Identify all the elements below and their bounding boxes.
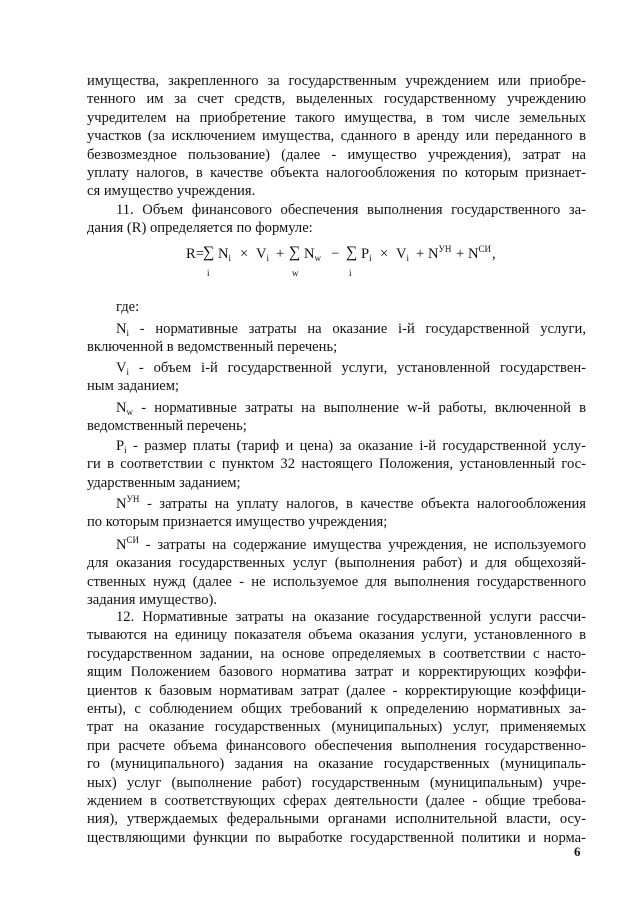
plus-symbol: + <box>456 246 465 262</box>
text-line: 12. Нормативные затраты на оказание государственной услуги рассчи- <box>116 609 586 625</box>
definition-symbol: $N_w$ <box>116 400 134 417</box>
text-line: ственных нужд (далее - не используемое для выполнения государственного <box>87 573 586 590</box>
formula-comma: , <box>492 246 496 262</box>
formula-term: $V_i$ <box>256 246 270 263</box>
definition-item <box>87 359 586 396</box>
plus-symbol: + <box>416 246 425 262</box>
text-line: государственном задании, на основе определяемых в соответствии с насто- <box>87 645 586 662</box>
text-line: ведомственный перечень; <box>87 418 247 435</box>
formula-lhs: R= <box>186 246 204 262</box>
sum-index: w <box>292 268 299 278</box>
text-line: $N_w$ - нормативные затраты на выполнение w-й работы, включенной в <box>116 400 586 417</box>
text-line: ния), утверждаемых федеральными органами исполнительной власти, осу- <box>87 811 586 828</box>
text-line: задания имущество). <box>87 592 217 609</box>
times-symbol: × <box>240 246 249 262</box>
text-line: 11. Объем финансового обеспечения выполнения государственного за- <box>116 202 586 218</box>
definition-symbol: $N_i$ <box>116 321 130 338</box>
text-line: енты), с соблюдением общих требований к определению нормативных за- <box>87 700 586 717</box>
text-line: го (муниципального) задания на оказание государственных (муниципаль- <box>87 756 586 773</box>
text-line: ных) услуг (выполнение работ) государственным (муниципальным) учре- <box>87 774 586 791</box>
text-line: ги в соответствии с пунктом 32 настоящего Положения, установленный гос- <box>87 456 586 473</box>
text-line: уплату налогов, в качестве объекта налогообложения по которым признает- <box>87 164 586 181</box>
text-line: по которым признается имущество учреждения; <box>87 514 388 531</box>
text-line: тенного им за счет средств, выделенных государственному учреждению <box>87 91 586 108</box>
definition-item <box>87 437 586 492</box>
text-line: участков (за исключением имущества, сданного в аренду или переданного в <box>87 128 586 145</box>
definition-symbol: $N^{УН}$ <box>116 494 140 512</box>
text-line: для оказания государственных услуг (выполнения работ) и для общехозяй- <box>87 555 586 572</box>
sum-symbol: ∑ <box>346 244 358 261</box>
sum-symbol: ∑ <box>203 244 215 261</box>
plus-symbol: + <box>276 246 285 262</box>
text-line: ящим Положением базового норматива затрат и корректирующих коэффи- <box>87 664 586 681</box>
paragraph-12 <box>87 608 586 847</box>
text-line: трат на оказание государственных (муниципальных) услуг, применяемых <box>87 719 586 736</box>
definition-symbol: $V_i$ <box>116 360 130 377</box>
sum-index: i <box>349 268 352 278</box>
formula <box>186 246 506 286</box>
minus-symbol: − <box>331 246 340 262</box>
formula-term: $N^{СИ}$ <box>468 244 492 262</box>
text-line: дания (R) определяется по формуле: <box>87 220 313 237</box>
definition-item <box>87 495 586 532</box>
definition-item <box>87 399 586 436</box>
times-symbol: × <box>380 246 389 262</box>
definition-item <box>87 320 586 357</box>
paragraph-11 <box>87 201 586 238</box>
formula-term: $N_w$ <box>304 246 322 263</box>
text-line: циентов к базовым нормативам затрат (далее - корректирующие коэффици- <box>87 682 586 699</box>
page-number: 6 <box>574 844 581 859</box>
formula-term: $N_i$ <box>218 246 232 263</box>
text-line: ударственным заданием; <box>87 474 241 491</box>
text-line: $N^{УН}$ - затраты на уплату налогов, в качестве объекта налогообложения <box>116 494 587 512</box>
text-line: имущества, закрепленного за государственным учреждением или приобре- <box>87 73 586 89</box>
text-line: включенной в ведомственный перечень; <box>87 339 338 356</box>
text-line: тываются на единицу показателя объема оказания услуги, установленного в <box>87 627 586 644</box>
definition-item <box>87 536 586 610</box>
formula-term: $N^{УН}$ <box>428 244 452 262</box>
sum-symbol: ∑ <box>289 244 301 261</box>
text-line: ся имущество учреждения. <box>87 183 256 200</box>
text-line: безвозмездное пользование) (далее - имущество учреждения), затрат на <box>87 146 586 163</box>
formula-term: $P_i$ <box>361 246 372 263</box>
sum-index: i <box>207 268 210 278</box>
where-label: где: <box>116 299 140 315</box>
text-line: учредителем на приобретение такого имущества, в том числе земельных <box>87 109 586 126</box>
formula-term: $V_i$ <box>396 246 410 263</box>
text-line: ным заданием; <box>87 378 180 395</box>
text-line: $P_i$ - размер платы (тариф и цена) за оказание i-й государственной услу- <box>116 438 586 455</box>
definition-symbol: $P_i$ <box>116 438 127 455</box>
text-line: при расчете объема финансового обеспечения выполнения государственно- <box>87 737 586 754</box>
text-line: $N^{СИ}$ - затраты на содержание имущества учреждения, не используемого <box>116 535 586 553</box>
definition-symbol: $N^{СИ}$ <box>116 535 140 553</box>
text-line: ждением в соответствующих сферах деятельности (далее - общие требова- <box>87 792 586 809</box>
paragraph-continuation <box>87 72 586 201</box>
text-line: $V_i$ - объем i-й государственной услуги, установленной государствен- <box>116 360 586 377</box>
text-line: ществляющими функции по выработке государственной политики и норма- <box>87 829 586 846</box>
text-line: $N_i$ - нормативные затраты на оказание i-й государственной услуги, <box>116 321 586 338</box>
